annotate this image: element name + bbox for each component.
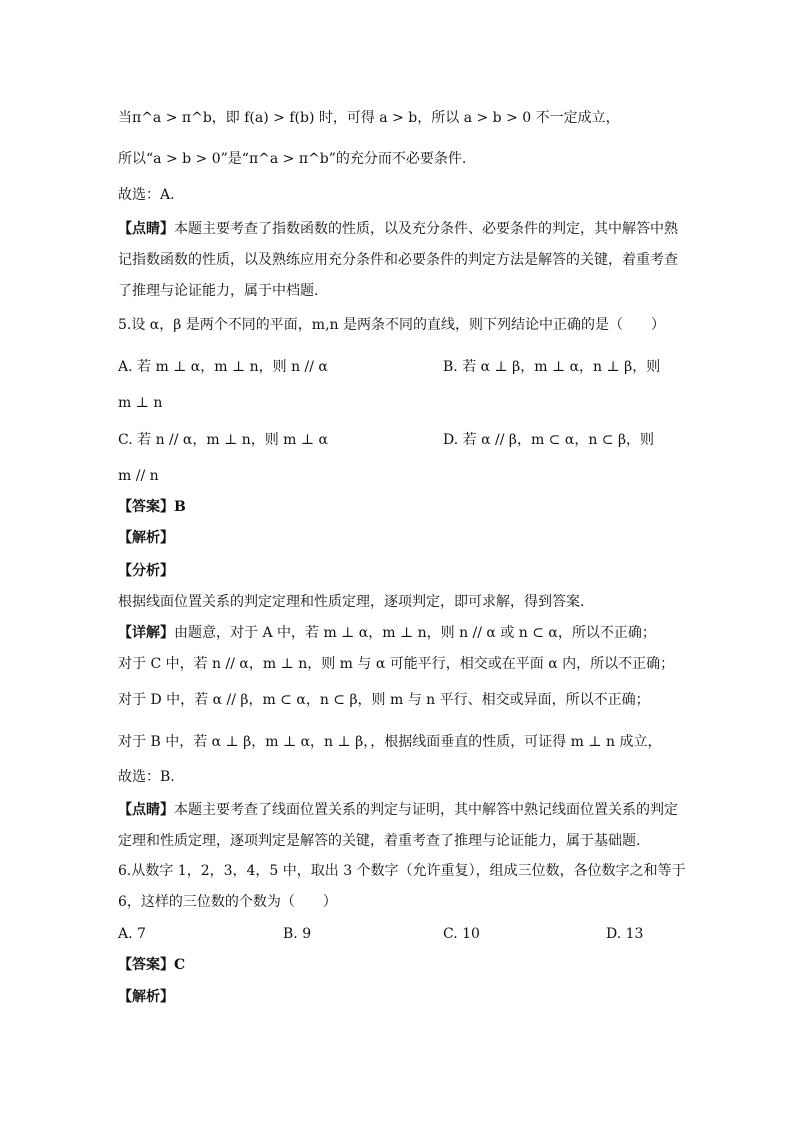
q5-option-d: D. 若 α // β，m ⊂ α，n ⊂ β，则 <box>443 432 655 448</box>
question-6-stem: 6.从数字 1，2，3，4，5 中，取出 3 个数字（允许重复），组成三位数，各位数字之和等于 <box>118 863 686 879</box>
text-line: 本题主要考查了指数函数的性质，以及充分条件、必要条件的判定，其中解答中熟 <box>174 221 678 237</box>
text-line: 定理和性质定理，逐项判定是解答的关键，着重考查了推理与论证能力，属于基础题. <box>118 833 641 849</box>
text-line: 所以“a > b > 0”是“π^a > π^b”的充分而不必要条件. <box>118 151 467 167</box>
answer-label: 【答案】C <box>118 957 186 973</box>
fenxi-label: 【分析】 <box>118 563 174 579</box>
text-line: 对于 B 中，若 α ⊥ β，m ⊥ α，n ⊥ β，，根据线面垂直的性质，可证得 m ⊥ n 成立， <box>118 734 662 750</box>
text-line: 记指数函数的性质，以及熟练应用充分条件和必要条件的判定方法是解答的关键，着重考查 <box>118 252 678 268</box>
q5-option-b: B. 若 α ⊥ β，m ⊥ α，n ⊥ β，则 <box>443 359 661 375</box>
question-6-stem-continued: 6，这样的三位数的个数为（ ） <box>118 894 337 910</box>
text-line: 由题意，对于 A 中，若 m ⊥ α，m ⊥ n，则 n // α 或 n ⊂ α，所以不正确； <box>174 625 656 641</box>
text-line: 当π^a > π^b，即 f(a) > f(b) 时，可得 a > b，所以 a > b > 0 不一定成立， <box>118 110 620 126</box>
q5-option-a: A. 若 m ⊥ α，m ⊥ n，则 n // α <box>118 359 328 375</box>
q6-option-b: B. 9 <box>283 926 312 942</box>
q6-option-d: D. 13 <box>606 926 644 942</box>
question-5-stem: 5.设 α，β 是两个不同的平面，m,n 是两条不同的直线，则下列结论中正确的是（ ） <box>118 317 665 333</box>
q6-option-c: C. 10 <box>443 926 480 942</box>
text-line: 故选：A. <box>118 187 175 203</box>
text-line: 本题主要考查了线面位置关系的判定与证明，其中解答中熟记线面位置关系的判定 <box>174 802 678 818</box>
comment-paragraph-line <box>118 220 678 238</box>
text-line: 了推理与论证能力，属于中档题. <box>118 283 319 299</box>
text-line: 对于 C 中，若 n // α，m ⊥ n，则 m 与 α 可能平行，相交或在平面 α 内，所以不正确； <box>118 656 675 672</box>
q6-option-a: A. 7 <box>118 926 146 942</box>
text-line: 故选：B. <box>118 769 175 785</box>
text-line: 对于 D 中，若 α // β，m ⊂ α，n ⊂ β，则 m 与 n 平行、相交或异面，所以不正确； <box>118 692 650 708</box>
comment-paragraph-line <box>118 801 678 819</box>
analysis-label: 【解析】 <box>118 989 174 1005</box>
q5-option-b-continued: m ⊥ n <box>118 395 163 411</box>
section-label-xiangjie: 【详解】 <box>118 625 174 641</box>
text-line: 根据线面位置关系的判定定理和性质定理，逐项判定，即可求解，得到答案. <box>118 594 585 610</box>
answer-label: 【答案】B <box>118 499 186 515</box>
section-label-dianjing: 【点睛】 <box>118 802 174 818</box>
section-label-dianjing: 【点睛】 <box>118 221 174 237</box>
q5-option-c: C. 若 n // α，m ⊥ n，则 m ⊥ α <box>118 432 328 448</box>
analysis-label: 【解析】 <box>118 530 174 546</box>
q5-option-d-continued: m // n <box>118 468 159 484</box>
detail-paragraph-line <box>118 624 656 642</box>
